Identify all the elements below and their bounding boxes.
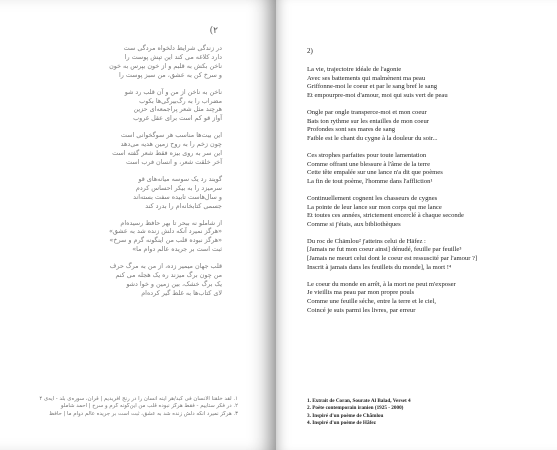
stanza <box>74 219 222 255</box>
verse-line: Comme si j'étais, aux bibliothèques <box>307 220 401 228</box>
verse-line: Inscrit à jamais dans les feuillets du monde], la mort !⁴ <box>307 263 452 271</box>
verse-line: آخر خلقت شعر، و انسان فرب است <box>125 157 222 166</box>
verse-line: «هرگز نمیرد آنکه دلش زنده شد به عشق» <box>108 227 222 236</box>
verse-line: قلب جهان میمیر زده، از من به مرگ حرف <box>109 262 222 271</box>
stanza <box>307 109 543 143</box>
stanza <box>307 66 543 100</box>
verse-line: من چون برگ میزند ره یک هجله می کنم <box>115 271 222 280</box>
verse-line: گویند رد یک سوسه میانه‌های قو <box>138 174 222 183</box>
stanza <box>307 238 543 272</box>
verse-line: Je vieillis ma peau par mon propre pouls <box>307 289 415 297</box>
verse-line: لای کتاب‌ها به غلط گیر کرده‌ام <box>141 288 222 297</box>
verse-line: Le coeur du monde en arrêt, à la mort ne peut m'exposer <box>307 280 456 288</box>
verse-line: Bats ton rythme sur les entailles de mon coeur <box>307 117 429 125</box>
verse-line: ناخن به ناخن از من و آن قلب رد شو <box>124 87 222 96</box>
footnote: ۱. لقد خلقنا الانسان فی کبد/هر آینه انسان را در رنج آفریدیم | قرآن، سوره‌ی بلد - آیه‌ی ۴ <box>39 396 238 402</box>
verse-line: La fin de tout poème, l'homme dans l'affliction¹ <box>307 177 433 185</box>
verse-line: این سر به روی بیزه فقط شعر گفته است <box>112 149 222 158</box>
verse-line: جسمی کتابخانه‌ام را بدرد کند <box>145 201 222 210</box>
verse-line: Continuellement cognent les chasseurs de cygnes <box>307 194 438 202</box>
stanza <box>74 88 222 124</box>
stanza <box>307 281 543 315</box>
french-poem <box>307 66 543 324</box>
left-page <box>0 0 276 450</box>
verse-line: [Jamais ne fut mon coeur ainsi] dénudé, feuille par feuille³ <box>307 246 462 254</box>
verse-line: آواز قو کم است برای عقل غروب <box>133 114 222 123</box>
verse-line: Du roc de Chāmlou² j'atteins celui de Hāfez : <box>307 237 426 245</box>
verse-line: چون زخم را به روح زمین هدیه می‌دهد <box>120 140 222 149</box>
verse-line: Faible est le chant du cygne à la douleur du soir... <box>307 134 438 142</box>
verse-line: Griffonne-moi le coeur et par le sang bref le sang <box>307 83 438 91</box>
stanza <box>307 195 543 229</box>
verse-line: Ces strophes parfaites pour toute lamentation <box>307 151 427 159</box>
right-page <box>276 0 557 450</box>
verse-line: Cette tête empalée sur une lance n'a dit que poèmes <box>307 169 443 177</box>
verse-line: «هرگز نبوده قلب من اینگونه گرم و سرخ» <box>109 236 222 245</box>
page-number: (۲ <box>209 26 218 36</box>
verse-line: Avec ses battements qui malmènent ma peau <box>307 74 426 82</box>
verse-line: La vie, trajectoire idéale de l'agonie <box>307 66 402 73</box>
verse-line: La pointe de leur lance sur mon corps qui me lance <box>307 203 442 211</box>
stanza <box>74 262 222 298</box>
footnote: 4. Inspiré d'un poème de Hāfez <box>307 420 376 427</box>
verse-line: Et toutes ces années, strictement encerclé à chaque seconde <box>307 212 464 220</box>
page-number: 2) <box>307 47 313 55</box>
verse-line: Comme une feuille séche, entre la terre et le ciel, <box>307 298 437 306</box>
verse-line: [Jamais ne meurt celui dont le coeur est ressuscité par l'amour ?] <box>307 255 478 263</box>
stanza <box>74 44 222 80</box>
persian-footnotes <box>20 396 238 418</box>
verse-line: یک برگ خشک، بین زمین و خوا دشو <box>126 279 222 288</box>
french-footnotes <box>307 398 537 428</box>
footnote: 1. Extrait de Coran, Sourate Al Balad, Verset 4 <box>307 398 411 404</box>
footnote: ۲. در فکر ستاییم - فقط هرگز نبوده قلب من این‌گونه گرم و سرخ | احمد شاملو <box>60 403 238 410</box>
verse-line: از شاملو نه ببحر تا بهر حافظ رسیده‌ام <box>120 218 222 227</box>
verse-line: مضراب را به رگ‌بیرگی‌ها بکوب <box>139 96 222 105</box>
verse-line: این بیت‌ها مناسب هر سوگخوانی است <box>120 131 222 140</box>
stanza <box>74 131 222 167</box>
verse-line: ناخن بکش به قلبم و از خون بپرس به خون <box>109 61 222 70</box>
footnote: 3. Inspiré d'un poème de Chāmlou <box>307 412 384 419</box>
verse-line: و سرخ کن به عشق، من سبز پوست را <box>118 70 222 79</box>
stanza <box>307 152 543 186</box>
stanza <box>74 175 222 211</box>
verse-line: Ongle par ongle transperce-moi et mon coeur <box>307 108 427 116</box>
verse-line: سرمیزد را به بیکر احساس کردم <box>135 183 222 192</box>
verse-line: دارد کلاغه می کند این تپش پوست را <box>124 52 222 61</box>
verse-line: Comme offrant une blessure à l'âme de la terre <box>307 160 431 168</box>
verse-line: هرچند مثل شعر پراجمعه‌ای حزین <box>133 105 222 114</box>
verse-line: Coincé je suis parmi les livres, par erreur <box>307 306 416 314</box>
footnote: ۳. هرگز نمیرد آنکه دلش زنده شد به عشق، ثبت است بر جریده عالم دوام ما | حافظ <box>49 410 238 417</box>
verse-line: Et empourpre-moi d'amour, moi qui suis vert de peau <box>307 91 448 99</box>
footnote: 2. Poète contemporain iranien (1925 - 2000) <box>307 405 404 412</box>
verse-line: در زندگی شرایط دلخواه مردگی ست <box>123 44 222 52</box>
verse-line: Profondes sont ses mares de sang <box>307 126 396 134</box>
verse-line: و سال‌هاست تابیده سفت بسته‌اند <box>133 192 222 201</box>
persian-poem <box>74 44 222 306</box>
verse-line: ثبت است بر جریده عالم دوام ما» <box>132 245 222 254</box>
